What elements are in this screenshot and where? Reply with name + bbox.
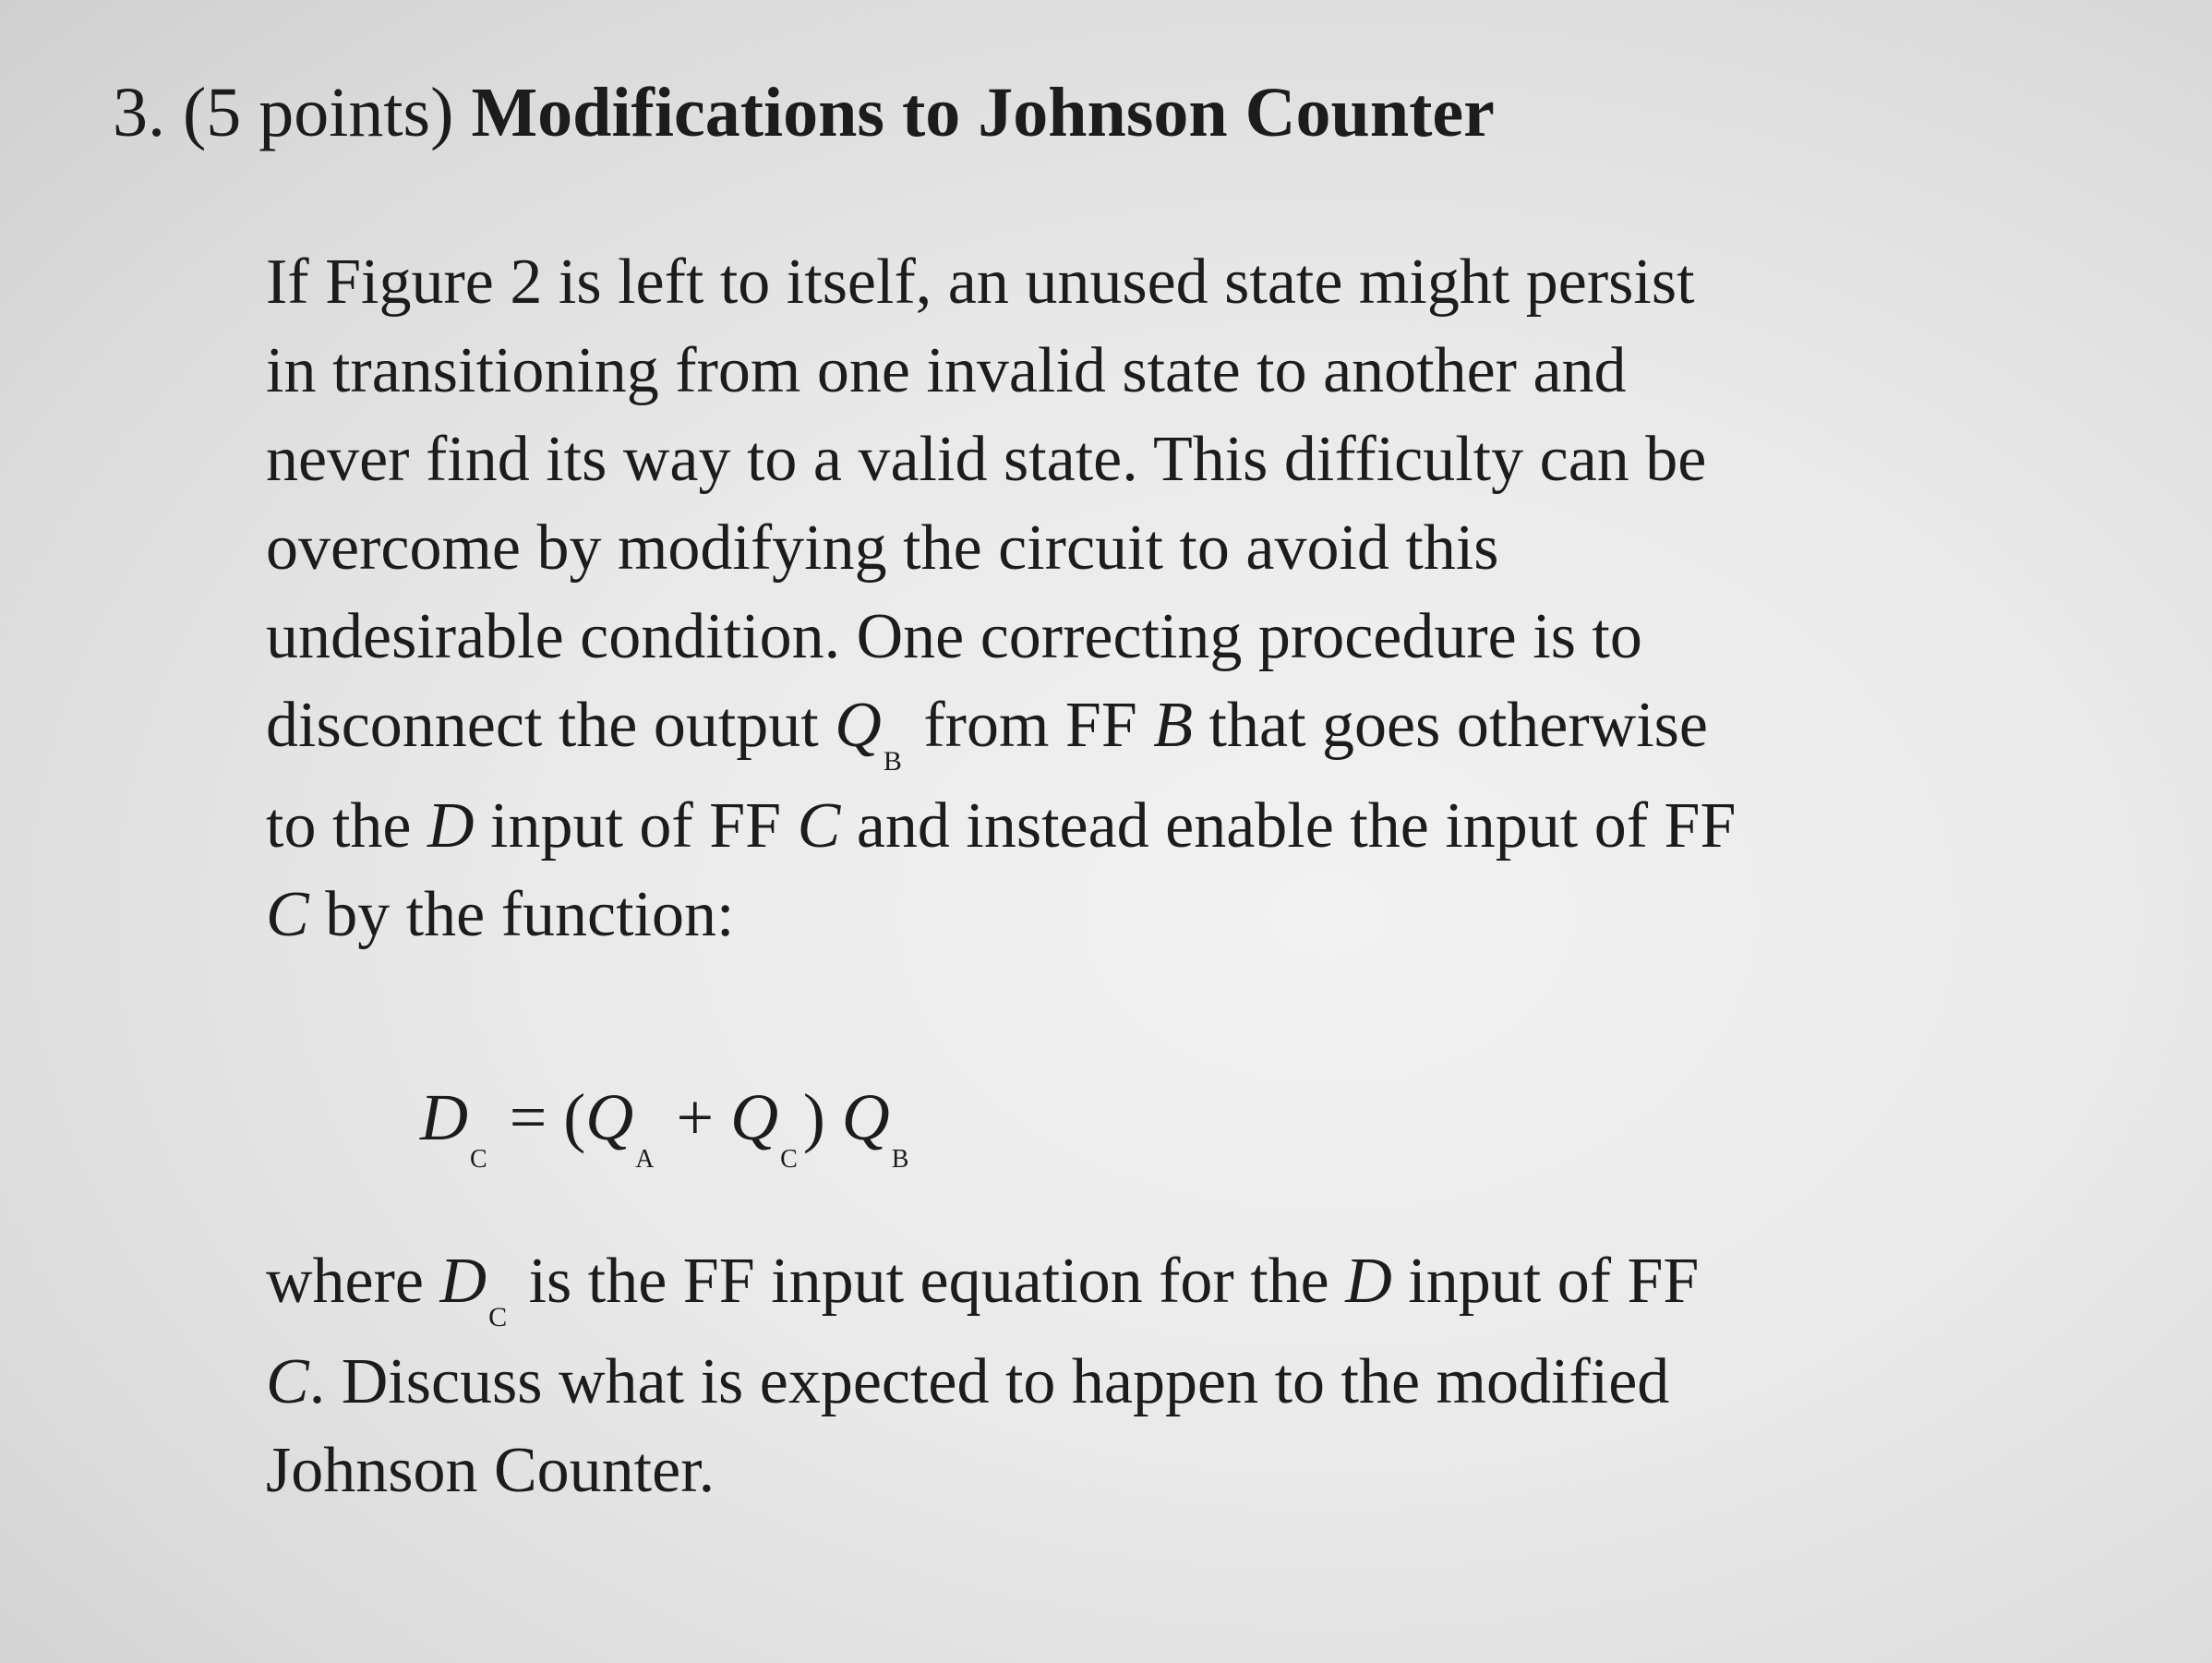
problem-number: 3. <box>113 74 165 151</box>
text-run: disconnect the output <box>266 690 836 761</box>
paragraph-line <box>266 871 2020 959</box>
text-run: that goes otherwise <box>1193 690 1708 761</box>
text-run: . Discuss what is expected to happen to the modified <box>308 1346 1670 1417</box>
eq-plus: + <box>659 1080 731 1154</box>
subscript: C <box>470 1145 487 1174</box>
function-equation <box>420 1071 914 1178</box>
text-run: where <box>266 1246 440 1317</box>
paragraph-line <box>266 1338 2020 1427</box>
subscript: B <box>883 746 902 777</box>
paragraph-line <box>266 681 2020 782</box>
eq-qb: Q <box>841 1080 890 1154</box>
eq-qa: Q <box>585 1080 634 1154</box>
text-run: and instead enable the input of FF <box>840 790 1737 862</box>
text-run: to the <box>266 790 427 862</box>
eq-equals-open: = ( <box>492 1080 586 1154</box>
subscript: C <box>780 1145 798 1174</box>
paragraph-line: in transitioning from one invalid state to another and <box>266 335 1627 406</box>
paragraph-line: Johnson Counter. <box>266 1435 715 1506</box>
problem-points: (5 points) <box>183 74 454 151</box>
variable-d: D <box>1345 1246 1392 1317</box>
text-run: input of FF <box>474 790 798 862</box>
problem-paragraph-2 <box>266 1237 2020 1515</box>
problem-title: Modifications to Johnson Counter <box>471 74 1495 151</box>
paragraph-line: If Figure 2 is left to itself, an unused state might persist <box>266 247 1695 318</box>
paragraph-line: undesirable condition. One correcting procedure is to <box>266 601 1642 672</box>
paragraph-line: never find its way to a valid state. This difficulty can be <box>266 424 1707 495</box>
text-run: from FF <box>907 690 1154 761</box>
problem-paragraph-1 <box>266 238 2020 959</box>
subscript: C <box>488 1302 508 1332</box>
eq-close: ) <box>802 1080 842 1154</box>
eq-qc: Q <box>730 1080 779 1154</box>
subscript: B <box>891 1145 909 1174</box>
variable-d: D <box>427 790 475 862</box>
paragraph-line <box>266 782 2020 871</box>
subscript: A <box>635 1145 655 1174</box>
text-run: is the FF input equation for the <box>512 1246 1346 1317</box>
paragraph-line <box>266 1237 2020 1338</box>
variable-c: C <box>266 1346 309 1417</box>
variable-c: C <box>266 879 309 950</box>
text-run: input of FF <box>1391 1246 1700 1317</box>
paragraph-line: overcome by modifying the circuit to avoid this <box>266 512 1499 584</box>
eq-lhs: D <box>420 1080 468 1154</box>
variable-c: C <box>797 790 841 862</box>
problem-heading <box>113 66 1495 159</box>
variable-q: Q <box>835 690 882 761</box>
variable-ff: B <box>1153 690 1194 761</box>
text-run: by the function: <box>308 879 735 950</box>
variable-d: D <box>439 1246 487 1317</box>
